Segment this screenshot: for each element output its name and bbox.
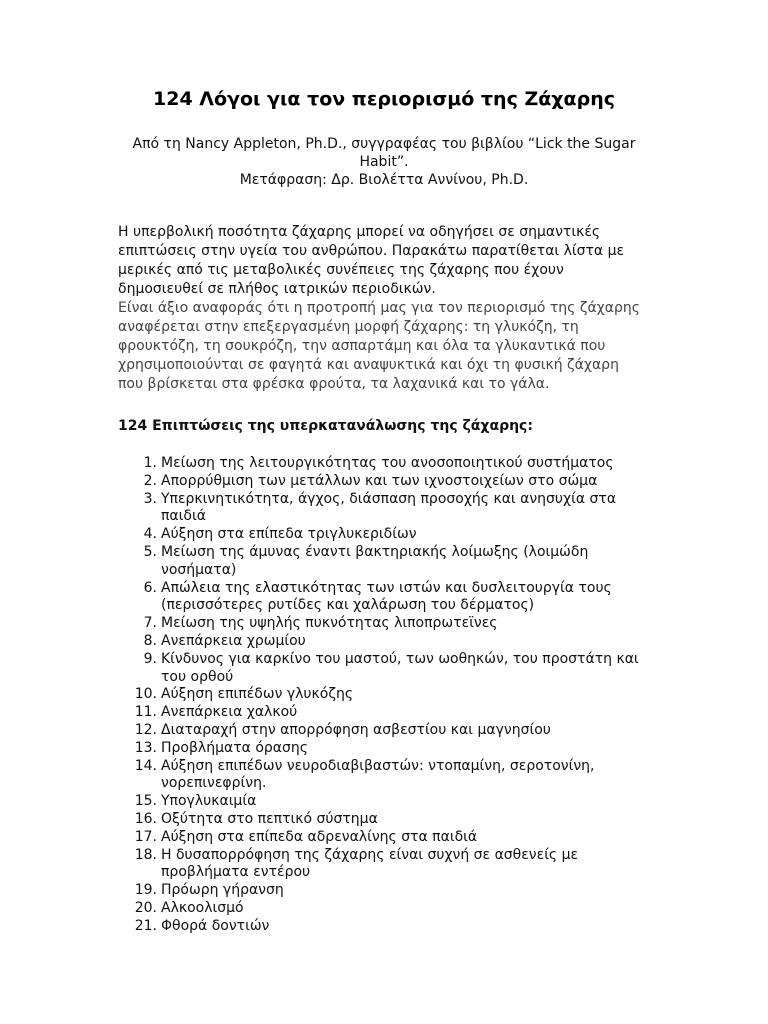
list-item-number: 16.: [134, 810, 157, 827]
list-item-text: Ανεπάρκεια χαλκού: [161, 704, 298, 721]
list-heading: 124 Επιπτώσεις της υπερκατανάλωσης της ζάχαρης:: [118, 418, 533, 434]
list-item: [118, 544, 658, 580]
list-item-number: 15.: [134, 793, 157, 810]
list-item-text: Αύξηση στα επίπεδα τριγλυκεριδίων: [161, 526, 417, 543]
list-item: [118, 580, 658, 616]
list-item-number: 8.: [143, 632, 157, 649]
list-item: [118, 882, 658, 900]
intro-paragraph: Η υπερβολική ποσότητα ζάχαρης μπορεί να οδηγήσει σε σημαντικές επιπτώσεις στην υγεία του ανθρώπου. Παρακάτω παρατίθεται λίστα με μερικές από τις μεταβολικές συνέπειες της ζάχαρης που έχουν δημοσιευθεί σε πλήθος ιατρικών περιοδικών.: [118, 224, 625, 297]
list-item-text: Μείωση της άμυνας έναντι βακτηριακής λοίμωξης (λοιμώδη νοσήματα): [161, 543, 589, 578]
effects-list: [118, 455, 658, 936]
list-item-text: Μείωση της λειτουργικότητας του ανοσοποιητικού συστήματος: [161, 455, 614, 471]
list-item-text: Μείωση της υψηλής πυκνότητας λιποπρωτεϊνες: [161, 615, 498, 632]
list-item: [118, 722, 658, 740]
list-item: [118, 740, 658, 758]
list-item: [118, 793, 658, 811]
list-item-text: Υπερκινητικότητα, άγχος, διάσπαση προσοχής και ανησυχία στα παιδιά: [161, 490, 617, 525]
list-item-number: 20.: [134, 899, 157, 916]
author-line: Από τη Nancy Appleton, Ph.D., συγγραφέας του βιβλίου “Lick the Sugar Habit”.: [132, 136, 636, 170]
list-item-text: Απορρύθμιση των μετάλλων και των ιχνοστοιχείων στο σώμα: [161, 472, 598, 489]
list-item-number: 12.: [134, 721, 157, 738]
note-paragraph: Είναι άξιο αναφοράς ότι η προτροπή μας για τον περιορισμό της ζάχαρης αναφέρεται στην επεξεργασμένη μορφή ζάχαρης: τη γλυκόζη, τη φρουκτόζη, τη σουκρόζη, την ασπαρτάμη και όλα τα γλυκαντικά που χρησιμοποιούνται σε φαγητά και αναψυκτικά και όχι τη φυσική ζάχαρη που βρίσκεται στα φρέσκα φρούτα, τα λαχανικά και το γάλα.: [118, 300, 640, 392]
list-item: [118, 473, 658, 491]
list-item-number: 7.: [143, 615, 157, 632]
list-item-number: 13.: [134, 739, 157, 756]
list-item: [118, 526, 658, 544]
document-title: 124 Λόγοι για τον περιορισμό της Ζάχαρης: [153, 88, 615, 110]
list-item: [118, 686, 658, 704]
list-item-number: 14.: [134, 757, 157, 774]
list-item-text: Φθορά δοντιών: [161, 917, 270, 934]
list-item-number: 6.: [143, 579, 157, 596]
list-item: [118, 704, 658, 722]
list-item-text: Πρόωρη γήρανση: [161, 882, 284, 899]
list-item: [118, 811, 658, 829]
list-item-text: Η δυσαπορρόφηση της ζάχαρης είναι συχνή σε ασθενείς με προβλήματα εντέρου: [161, 846, 579, 881]
list-item-number: 5.: [143, 543, 157, 560]
list-item-number: 11.: [134, 704, 157, 721]
list-item-text: Διαταραχή στην απορρόφηση ασβεστίου και μαγνησίου: [161, 721, 551, 738]
byline: [118, 135, 650, 189]
translator-line: Μετάφραση: Δρ. Βιολέττα Αννίνου, Ph.D.: [239, 172, 529, 188]
list-item-number: 19.: [134, 882, 157, 899]
list-item-number: 4.: [143, 526, 157, 543]
list-item: [118, 455, 658, 473]
list-item: [118, 900, 658, 918]
list-item-number: 3.: [143, 490, 157, 507]
list-item: [118, 651, 658, 687]
list-item-text: Υπογλυκαιμία: [161, 793, 257, 810]
list-item-text: Ανεπάρκεια χρωμίου: [161, 632, 306, 649]
list-item-number: 18.: [134, 846, 157, 863]
list-item-number: 9.: [143, 650, 157, 667]
list-item: [118, 633, 658, 651]
list-item: [118, 758, 658, 794]
list-item-text: Κίνδυνος για καρκίνο του μαστού, των ωοθηκών, του προστάτη και του ορθού: [161, 650, 639, 685]
list-item: [118, 918, 658, 936]
list-item: [118, 491, 658, 527]
list-item-number: 17.: [134, 828, 157, 845]
list-item-text: Οξύτητα στο πεπτικό σύστημα: [161, 810, 378, 827]
list-item-number: 10.: [134, 686, 157, 703]
list-item-text: Προβλήματα όρασης: [161, 739, 308, 756]
list-item: [118, 615, 658, 633]
list-item-text: Αλκοολισμό: [161, 899, 244, 916]
list-item: [118, 829, 658, 847]
list-item: [118, 847, 658, 883]
list-item-text: Απώλεια της ελαστικότητας των ιστών και δυσλειτουργία τους (περισσότερες ρυτίδες και χαλάρωση του δέρματος): [161, 579, 612, 614]
list-item-number: 2.: [143, 472, 157, 489]
list-item-text: Αύξηση στα επίπεδα αδρεναλίνης στα παιδιά: [161, 828, 478, 845]
list-item-text: Αύξηση επιπέδων γλυκόζης: [161, 686, 354, 703]
list-item-number: 1.: [143, 455, 157, 471]
list-item-text: Αύξηση επιπέδων νευροδιαβιβαστών: ντοπαμίνη, σεροτονίνη, νορεπινεφρίνη.: [161, 757, 595, 792]
list-item-number: 21.: [134, 917, 157, 934]
